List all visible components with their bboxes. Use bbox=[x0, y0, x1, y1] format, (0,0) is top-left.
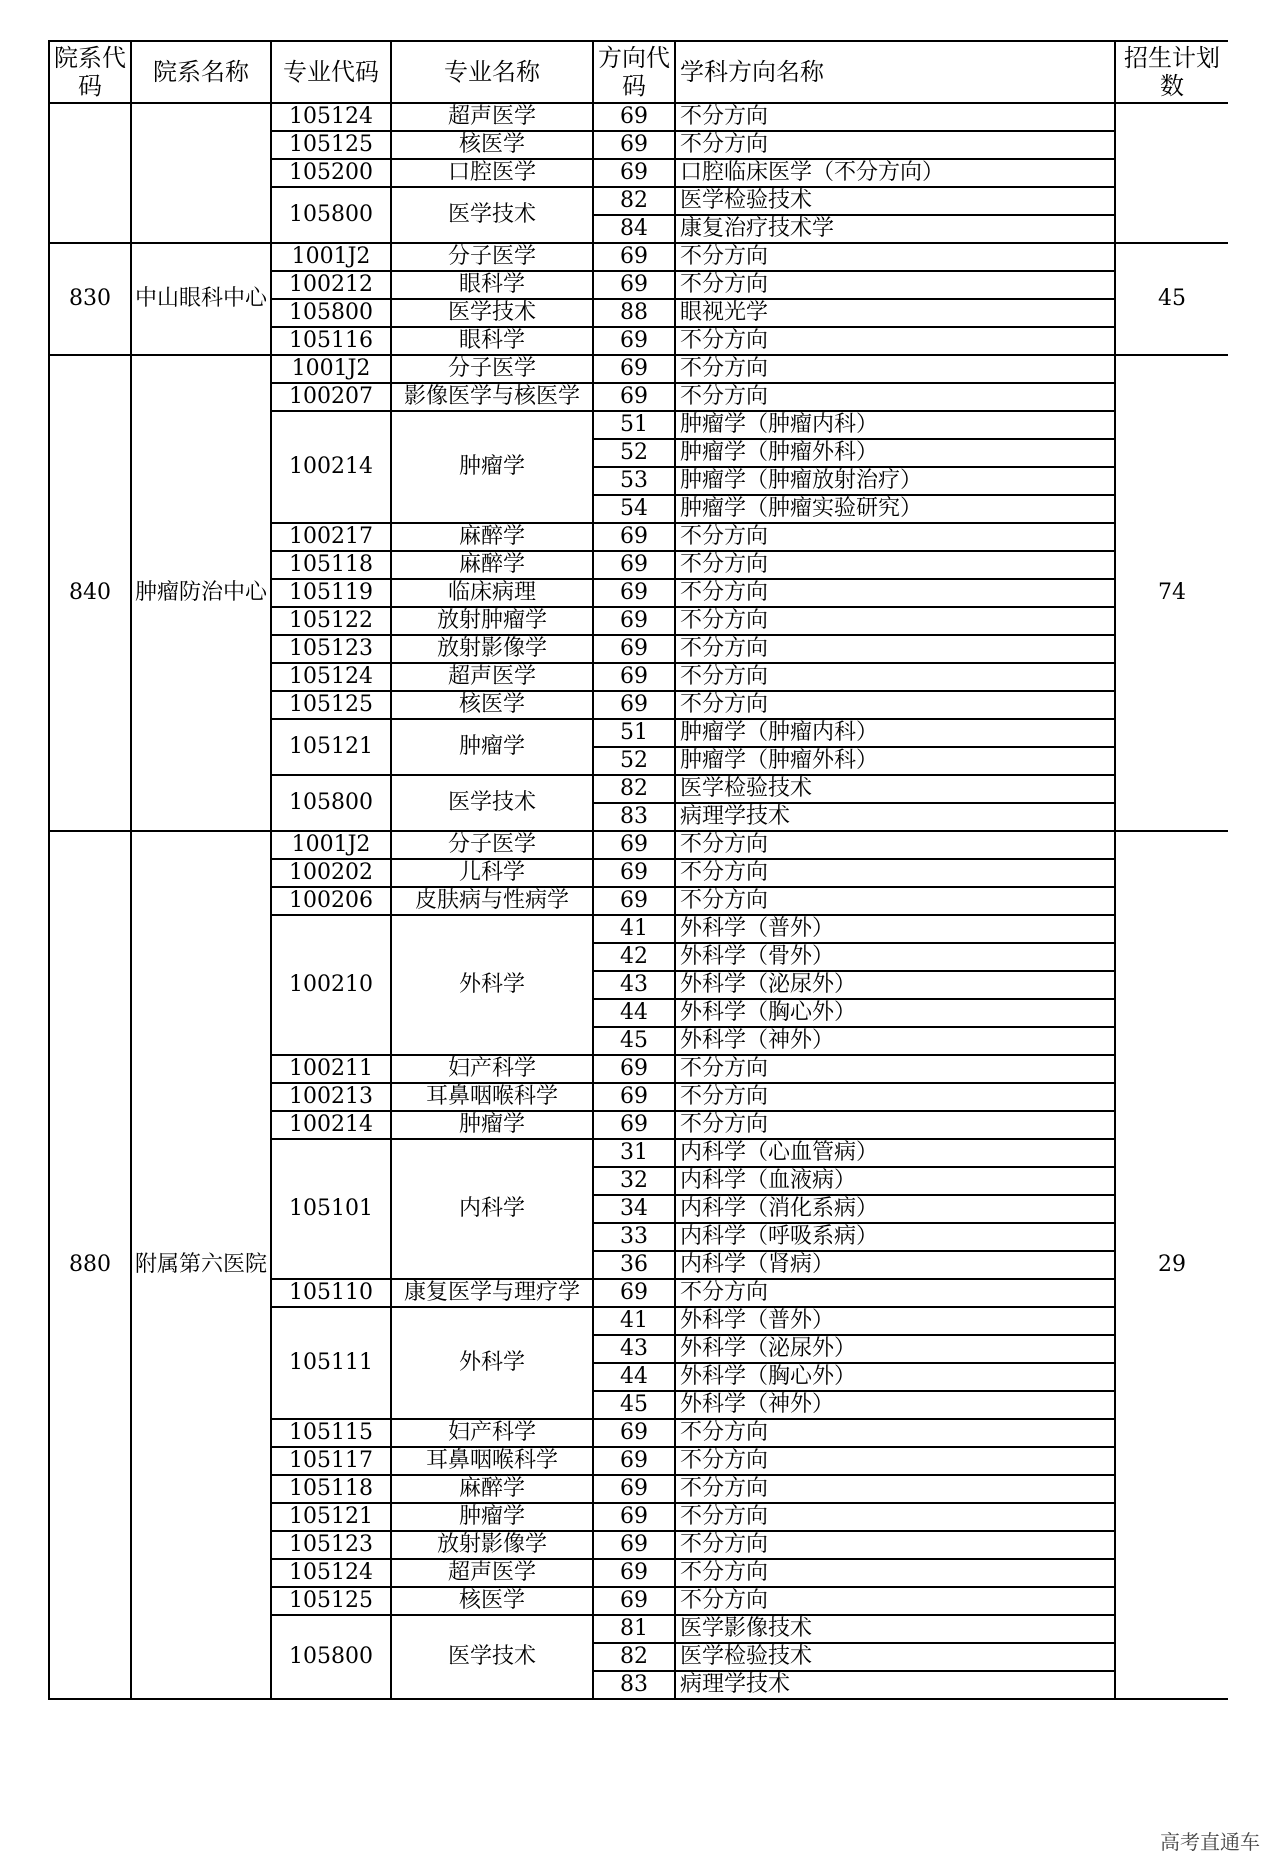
direction-name-cell: 内科学（消化系病） bbox=[675, 1195, 1115, 1223]
enrollment-plan-cell bbox=[1115, 103, 1228, 243]
major-code-cell: 105800 bbox=[271, 299, 391, 327]
direction-code-cell: 69 bbox=[593, 131, 675, 159]
direction-code-cell: 69 bbox=[593, 887, 675, 915]
table-row bbox=[49, 355, 1228, 383]
direction-name-cell: 外科学（普外） bbox=[675, 1307, 1115, 1335]
direction-code-cell: 69 bbox=[593, 1419, 675, 1447]
direction-code-cell: 69 bbox=[593, 859, 675, 887]
major-code-cell: 105121 bbox=[271, 1503, 391, 1531]
direction-name-cell: 不分方向 bbox=[675, 551, 1115, 579]
table-row bbox=[49, 831, 1228, 859]
header-major-name: 专业名称 bbox=[391, 41, 593, 103]
direction-code-cell: 51 bbox=[593, 719, 675, 747]
major-code-cell: 105115 bbox=[271, 1419, 391, 1447]
major-code-cell: 100214 bbox=[271, 411, 391, 523]
major-name-cell: 分子医学 bbox=[391, 831, 593, 859]
direction-name-cell: 病理学技术 bbox=[675, 803, 1115, 831]
direction-name-cell: 不分方向 bbox=[675, 831, 1115, 859]
major-code-cell: 100207 bbox=[271, 383, 391, 411]
major-name-cell: 麻醉学 bbox=[391, 1475, 593, 1503]
direction-code-cell: 43 bbox=[593, 1335, 675, 1363]
major-code-cell: 1001J2 bbox=[271, 831, 391, 859]
major-name-cell: 放射影像学 bbox=[391, 635, 593, 663]
major-name-cell: 分子医学 bbox=[391, 243, 593, 271]
major-name-cell: 医学技术 bbox=[391, 299, 593, 327]
major-name-cell: 眼科学 bbox=[391, 271, 593, 299]
major-code-cell: 100213 bbox=[271, 1083, 391, 1111]
direction-code-cell: 69 bbox=[593, 1587, 675, 1615]
direction-code-cell: 69 bbox=[593, 1111, 675, 1139]
major-name-cell: 麻醉学 bbox=[391, 551, 593, 579]
direction-code-cell: 69 bbox=[593, 663, 675, 691]
header-direction-code: 方向代码 bbox=[593, 41, 675, 103]
enrollment-table bbox=[48, 40, 1228, 1700]
direction-name-cell: 不分方向 bbox=[675, 1083, 1115, 1111]
major-code-cell: 105800 bbox=[271, 775, 391, 831]
direction-name-cell: 外科学（泌尿外） bbox=[675, 1335, 1115, 1363]
direction-code-cell: 69 bbox=[593, 243, 675, 271]
direction-code-cell: 34 bbox=[593, 1195, 675, 1223]
table-body bbox=[49, 103, 1228, 1699]
major-name-cell: 医学技术 bbox=[391, 775, 593, 831]
direction-name-cell: 不分方向 bbox=[675, 859, 1115, 887]
direction-name-cell: 肿瘤学（肿瘤外科） bbox=[675, 439, 1115, 467]
major-code-cell: 105800 bbox=[271, 187, 391, 243]
major-name-cell: 肿瘤学 bbox=[391, 1111, 593, 1139]
major-code-cell: 105118 bbox=[271, 551, 391, 579]
direction-name-cell: 不分方向 bbox=[675, 887, 1115, 915]
header-row bbox=[49, 41, 1228, 103]
major-code-cell: 105101 bbox=[271, 1139, 391, 1279]
major-code-cell: 105119 bbox=[271, 579, 391, 607]
direction-name-cell: 不分方向 bbox=[675, 1055, 1115, 1083]
direction-code-cell: 82 bbox=[593, 775, 675, 803]
major-name-cell: 耳鼻咽喉科学 bbox=[391, 1083, 593, 1111]
header-enrollment-plan: 招生计划数 bbox=[1115, 41, 1228, 103]
direction-code-cell: 69 bbox=[593, 579, 675, 607]
major-code-cell: 105125 bbox=[271, 691, 391, 719]
major-code-cell: 105124 bbox=[271, 103, 391, 131]
direction-name-cell: 不分方向 bbox=[675, 131, 1115, 159]
major-code-cell: 105116 bbox=[271, 327, 391, 355]
major-name-cell: 医学技术 bbox=[391, 187, 593, 243]
direction-code-cell: 69 bbox=[593, 607, 675, 635]
direction-name-cell: 医学影像技术 bbox=[675, 1615, 1115, 1643]
direction-name-cell: 肿瘤学（肿瘤放射治疗） bbox=[675, 467, 1115, 495]
direction-code-cell: 83 bbox=[593, 803, 675, 831]
direction-code-cell: 43 bbox=[593, 971, 675, 999]
direction-code-cell: 54 bbox=[593, 495, 675, 523]
direction-code-cell: 69 bbox=[593, 327, 675, 355]
direction-name-cell: 不分方向 bbox=[675, 663, 1115, 691]
direction-code-cell: 82 bbox=[593, 187, 675, 215]
direction-code-cell: 69 bbox=[593, 271, 675, 299]
major-code-cell: 105121 bbox=[271, 719, 391, 775]
major-name-cell: 内科学 bbox=[391, 1139, 593, 1279]
direction-code-cell: 69 bbox=[593, 523, 675, 551]
header-dept-code: 院系代码 bbox=[49, 41, 131, 103]
direction-code-cell: 45 bbox=[593, 1391, 675, 1419]
direction-name-cell: 不分方向 bbox=[675, 103, 1115, 131]
major-name-cell: 超声医学 bbox=[391, 663, 593, 691]
major-code-cell: 100211 bbox=[271, 1055, 391, 1083]
major-code-cell: 100202 bbox=[271, 859, 391, 887]
dept-code-cell bbox=[49, 103, 131, 243]
direction-code-cell: 44 bbox=[593, 999, 675, 1027]
direction-name-cell: 康复治疗技术学 bbox=[675, 215, 1115, 243]
direction-name-cell: 口腔临床医学（不分方向） bbox=[675, 159, 1115, 187]
major-name-cell: 超声医学 bbox=[391, 1559, 593, 1587]
enrollment-plan-cell: 29 bbox=[1115, 831, 1228, 1699]
direction-name-cell: 不分方向 bbox=[675, 1447, 1115, 1475]
direction-name-cell: 外科学（神外） bbox=[675, 1027, 1115, 1055]
direction-name-cell: 不分方向 bbox=[675, 523, 1115, 551]
direction-code-cell: 88 bbox=[593, 299, 675, 327]
direction-code-cell: 53 bbox=[593, 467, 675, 495]
major-name-cell: 分子医学 bbox=[391, 355, 593, 383]
dept-name-cell: 肿瘤防治中心 bbox=[131, 355, 271, 831]
direction-code-cell: 33 bbox=[593, 1223, 675, 1251]
direction-code-cell: 69 bbox=[593, 1279, 675, 1307]
direction-name-cell: 内科学（呼吸系病） bbox=[675, 1223, 1115, 1251]
direction-name-cell: 内科学（肾病） bbox=[675, 1251, 1115, 1279]
direction-code-cell: 69 bbox=[593, 355, 675, 383]
dept-name-cell bbox=[131, 103, 271, 243]
direction-code-cell: 69 bbox=[593, 1503, 675, 1531]
direction-name-cell: 外科学（神外） bbox=[675, 1391, 1115, 1419]
major-code-cell: 105125 bbox=[271, 1587, 391, 1615]
direction-code-cell: 69 bbox=[593, 1447, 675, 1475]
direction-code-cell: 69 bbox=[593, 831, 675, 859]
direction-name-cell: 外科学（泌尿外） bbox=[675, 971, 1115, 999]
major-code-cell: 105125 bbox=[271, 131, 391, 159]
direction-name-cell: 内科学（血液病） bbox=[675, 1167, 1115, 1195]
major-code-cell: 105123 bbox=[271, 635, 391, 663]
major-name-cell: 超声医学 bbox=[391, 103, 593, 131]
major-name-cell: 核医学 bbox=[391, 691, 593, 719]
direction-code-cell: 41 bbox=[593, 1307, 675, 1335]
direction-code-cell: 69 bbox=[593, 1083, 675, 1111]
major-name-cell: 放射影像学 bbox=[391, 1531, 593, 1559]
major-code-cell: 105200 bbox=[271, 159, 391, 187]
direction-name-cell: 肿瘤学（肿瘤外科） bbox=[675, 747, 1115, 775]
table-row bbox=[49, 103, 1228, 131]
direction-code-cell: 81 bbox=[593, 1615, 675, 1643]
direction-code-cell: 51 bbox=[593, 411, 675, 439]
direction-code-cell: 69 bbox=[593, 383, 675, 411]
direction-name-cell: 医学检验技术 bbox=[675, 775, 1115, 803]
major-code-cell: 1001J2 bbox=[271, 355, 391, 383]
watermark-text: 高考直通车 bbox=[1160, 1830, 1260, 1854]
direction-name-cell: 不分方向 bbox=[675, 1559, 1115, 1587]
header-major-code: 专业代码 bbox=[271, 41, 391, 103]
major-name-cell: 影像医学与核医学 bbox=[391, 383, 593, 411]
dept-code-cell: 830 bbox=[49, 243, 131, 355]
direction-code-cell: 69 bbox=[593, 1055, 675, 1083]
direction-name-cell: 不分方向 bbox=[675, 1111, 1115, 1139]
direction-code-cell: 69 bbox=[593, 159, 675, 187]
direction-name-cell: 内科学（心血管病） bbox=[675, 1139, 1115, 1167]
major-name-cell: 医学技术 bbox=[391, 1615, 593, 1699]
direction-code-cell: 84 bbox=[593, 215, 675, 243]
direction-name-cell: 眼视光学 bbox=[675, 299, 1115, 327]
header-direction-name: 学科方向名称 bbox=[675, 41, 1115, 103]
major-code-cell: 105110 bbox=[271, 1279, 391, 1307]
direction-code-cell: 44 bbox=[593, 1363, 675, 1391]
direction-name-cell: 不分方向 bbox=[675, 635, 1115, 663]
direction-code-cell: 69 bbox=[593, 691, 675, 719]
major-code-cell: 105123 bbox=[271, 1531, 391, 1559]
major-code-cell: 100212 bbox=[271, 271, 391, 299]
major-code-cell: 100217 bbox=[271, 523, 391, 551]
direction-name-cell: 肿瘤学（肿瘤内科） bbox=[675, 719, 1115, 747]
major-code-cell: 105124 bbox=[271, 1559, 391, 1587]
major-code-cell: 1001J2 bbox=[271, 243, 391, 271]
direction-code-cell: 45 bbox=[593, 1027, 675, 1055]
direction-code-cell: 69 bbox=[593, 1475, 675, 1503]
direction-name-cell: 不分方向 bbox=[675, 1475, 1115, 1503]
direction-code-cell: 83 bbox=[593, 1671, 675, 1699]
major-name-cell: 放射肿瘤学 bbox=[391, 607, 593, 635]
direction-code-cell: 69 bbox=[593, 1531, 675, 1559]
direction-name-cell: 不分方向 bbox=[675, 383, 1115, 411]
major-code-cell: 105118 bbox=[271, 1475, 391, 1503]
table-row bbox=[49, 243, 1228, 271]
major-name-cell: 临床病理 bbox=[391, 579, 593, 607]
major-code-cell: 105800 bbox=[271, 1615, 391, 1699]
major-name-cell: 肿瘤学 bbox=[391, 411, 593, 523]
major-code-cell: 100210 bbox=[271, 915, 391, 1055]
direction-code-cell: 31 bbox=[593, 1139, 675, 1167]
direction-code-cell: 52 bbox=[593, 439, 675, 467]
major-name-cell: 妇产科学 bbox=[391, 1419, 593, 1447]
major-name-cell: 外科学 bbox=[391, 1307, 593, 1419]
major-name-cell: 耳鼻咽喉科学 bbox=[391, 1447, 593, 1475]
major-code-cell: 100206 bbox=[271, 887, 391, 915]
direction-name-cell: 外科学（胸心外） bbox=[675, 1363, 1115, 1391]
direction-code-cell: 69 bbox=[593, 103, 675, 131]
direction-name-cell: 不分方向 bbox=[675, 355, 1115, 383]
major-code-cell: 105124 bbox=[271, 663, 391, 691]
major-code-cell: 105111 bbox=[271, 1307, 391, 1419]
major-code-cell: 100214 bbox=[271, 1111, 391, 1139]
direction-name-cell: 不分方向 bbox=[675, 579, 1115, 607]
major-code-cell: 105122 bbox=[271, 607, 391, 635]
dept-name-cell: 附属第六医院 bbox=[131, 831, 271, 1699]
direction-name-cell: 不分方向 bbox=[675, 1279, 1115, 1307]
major-name-cell: 核医学 bbox=[391, 1587, 593, 1615]
direction-name-cell: 不分方向 bbox=[675, 607, 1115, 635]
direction-name-cell: 不分方向 bbox=[675, 1503, 1115, 1531]
direction-name-cell: 不分方向 bbox=[675, 691, 1115, 719]
major-name-cell: 口腔医学 bbox=[391, 159, 593, 187]
direction-name-cell: 外科学（胸心外） bbox=[675, 999, 1115, 1027]
direction-code-cell: 52 bbox=[593, 747, 675, 775]
direction-name-cell: 医学检验技术 bbox=[675, 187, 1115, 215]
direction-name-cell: 病理学技术 bbox=[675, 1671, 1115, 1699]
dept-code-cell: 840 bbox=[49, 355, 131, 831]
enrollment-plan-cell: 45 bbox=[1115, 243, 1228, 355]
dept-name-cell: 中山眼科中心 bbox=[131, 243, 271, 355]
direction-name-cell: 不分方向 bbox=[675, 327, 1115, 355]
enrollment-table-page bbox=[48, 40, 1228, 1780]
direction-name-cell: 医学检验技术 bbox=[675, 1643, 1115, 1671]
direction-name-cell: 不分方向 bbox=[675, 1587, 1115, 1615]
header-dept-name: 院系名称 bbox=[131, 41, 271, 103]
major-code-cell: 105117 bbox=[271, 1447, 391, 1475]
major-name-cell: 核医学 bbox=[391, 131, 593, 159]
direction-name-cell: 外科学（普外） bbox=[675, 915, 1115, 943]
direction-name-cell: 外科学（骨外） bbox=[675, 943, 1115, 971]
major-name-cell: 眼科学 bbox=[391, 327, 593, 355]
major-name-cell: 皮肤病与性病学 bbox=[391, 887, 593, 915]
major-name-cell: 妇产科学 bbox=[391, 1055, 593, 1083]
direction-name-cell: 不分方向 bbox=[675, 243, 1115, 271]
direction-code-cell: 82 bbox=[593, 1643, 675, 1671]
major-name-cell: 外科学 bbox=[391, 915, 593, 1055]
direction-code-cell: 42 bbox=[593, 943, 675, 971]
major-name-cell: 肿瘤学 bbox=[391, 719, 593, 775]
direction-code-cell: 69 bbox=[593, 1559, 675, 1587]
direction-code-cell: 36 bbox=[593, 1251, 675, 1279]
enrollment-plan-cell: 74 bbox=[1115, 355, 1228, 831]
major-name-cell: 麻醉学 bbox=[391, 523, 593, 551]
direction-name-cell: 肿瘤学（肿瘤实验研究） bbox=[675, 495, 1115, 523]
direction-code-cell: 69 bbox=[593, 635, 675, 663]
direction-name-cell: 肿瘤学（肿瘤内科） bbox=[675, 411, 1115, 439]
direction-code-cell: 69 bbox=[593, 551, 675, 579]
direction-name-cell: 不分方向 bbox=[675, 271, 1115, 299]
direction-name-cell: 不分方向 bbox=[675, 1531, 1115, 1559]
major-name-cell: 康复医学与理疗学 bbox=[391, 1279, 593, 1307]
dept-code-cell: 880 bbox=[49, 831, 131, 1699]
direction-code-cell: 41 bbox=[593, 915, 675, 943]
major-name-cell: 儿科学 bbox=[391, 859, 593, 887]
direction-code-cell: 32 bbox=[593, 1167, 675, 1195]
major-name-cell: 肿瘤学 bbox=[391, 1503, 593, 1531]
direction-name-cell: 不分方向 bbox=[675, 1419, 1115, 1447]
